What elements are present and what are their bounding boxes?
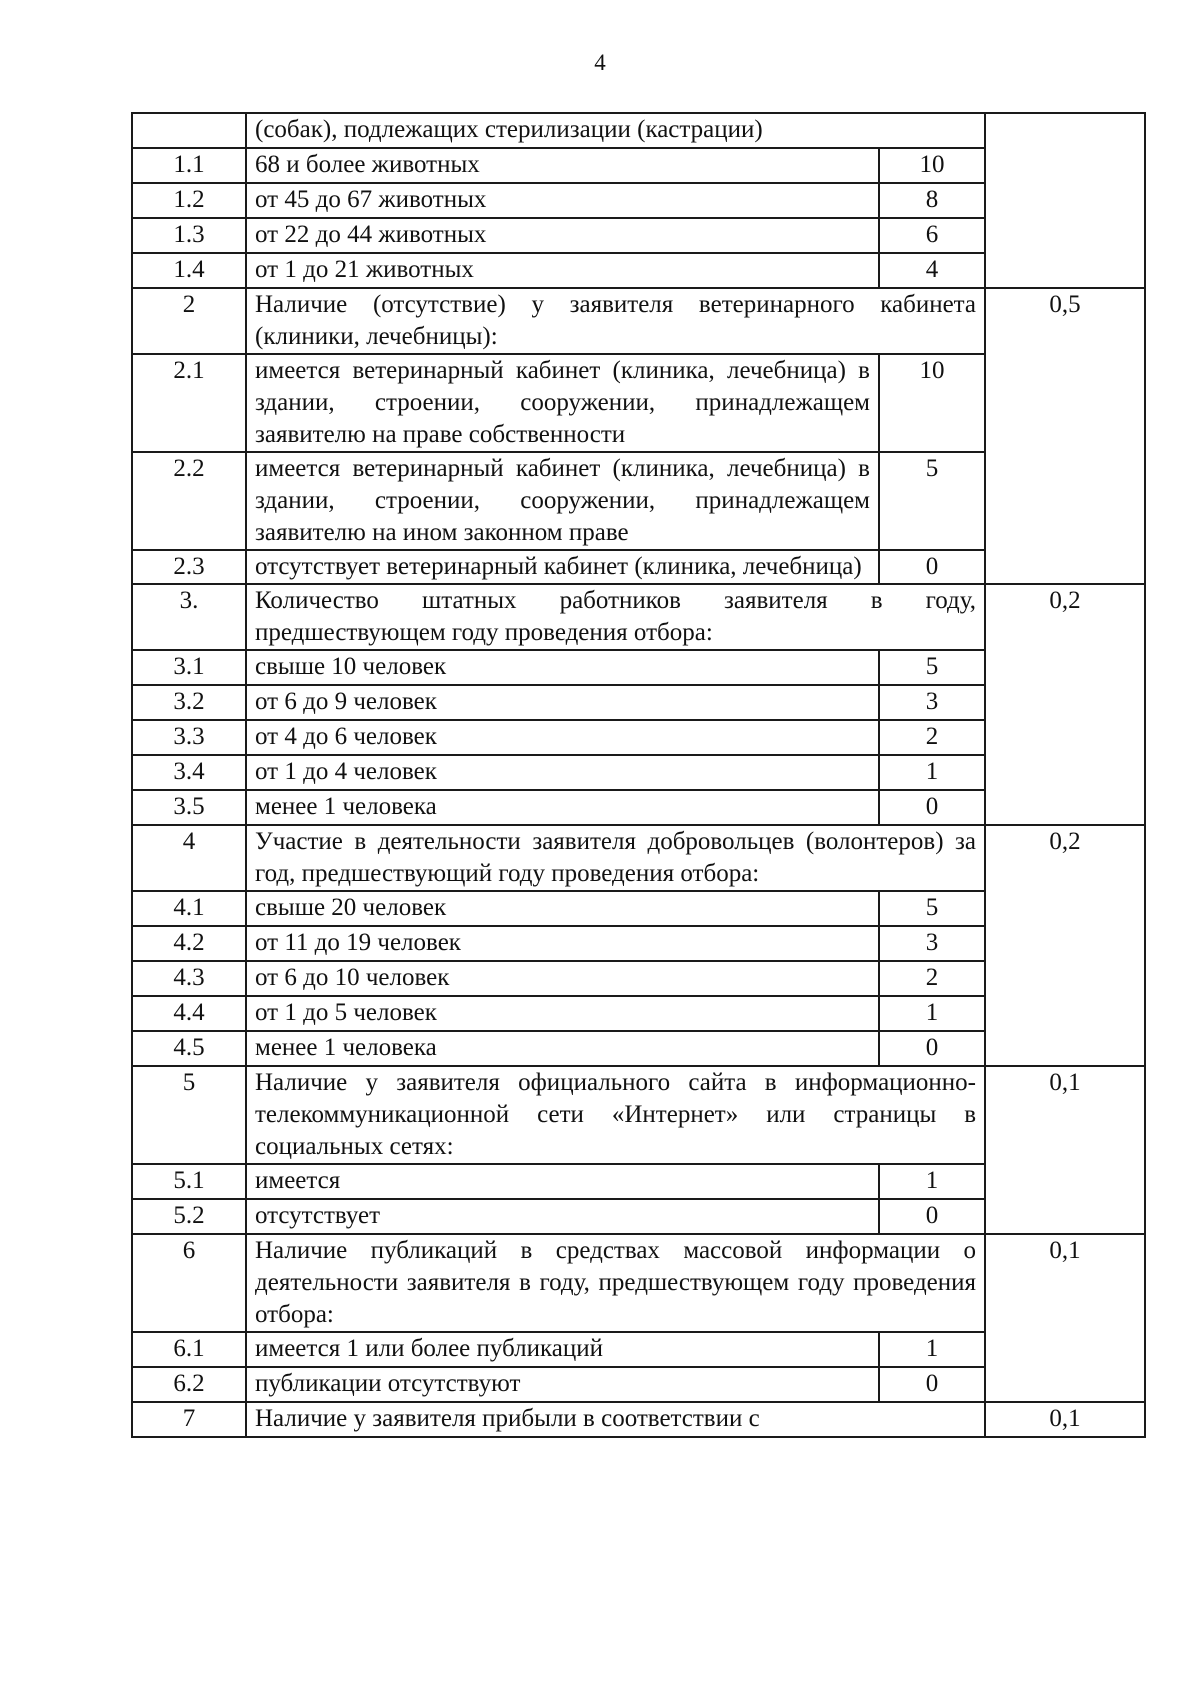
- row-number: 5.1: [132, 1164, 246, 1199]
- criterion-text: менее 1 человека: [246, 790, 879, 825]
- group-header-row: [132, 1402, 1145, 1437]
- criterion-text: от 22 до 44 животных: [246, 218, 879, 253]
- criterion-text: отсутствует: [246, 1199, 879, 1234]
- score-value: 10: [879, 148, 985, 183]
- row-number: 1.3: [132, 218, 246, 253]
- row-number: 6.2: [132, 1367, 246, 1402]
- criterion-text: от 6 до 9 человек: [246, 685, 879, 720]
- row-number: 2.3: [132, 550, 246, 584]
- criterion-text: свыше 20 человек: [246, 891, 879, 926]
- score-value: 10: [879, 354, 985, 452]
- criterion-text: имеется: [246, 1164, 879, 1199]
- score-value: 6: [879, 218, 985, 253]
- row-number: 3.4: [132, 755, 246, 790]
- criterion-heading: Наличие (отсутствие) у заявителя ветеринарного кабинета (клиники, лечебницы):: [246, 288, 985, 354]
- row-number: 3.3: [132, 720, 246, 755]
- table-row: [132, 113, 1145, 148]
- weight-value: 0,5: [985, 288, 1145, 584]
- criterion-heading: Наличие у заявителя прибыли в соответствии с: [246, 1402, 985, 1437]
- row-number: 2: [132, 288, 246, 354]
- criterion-text: (собак), подлежащих стерилизации (кастрации): [246, 113, 985, 148]
- criterion-text: отсутствует ветеринарный кабинет (клиника, лечебница): [246, 550, 879, 584]
- criterion-text: имеется 1 или более публикаций: [246, 1332, 879, 1367]
- score-value: 5: [879, 650, 985, 685]
- row-number: 1.1: [132, 148, 246, 183]
- row-number: 4: [132, 825, 246, 891]
- score-value: 1: [879, 1332, 985, 1367]
- score-value: 5: [879, 891, 985, 926]
- row-number: 4.4: [132, 996, 246, 1031]
- criterion-text: менее 1 человека: [246, 1031, 879, 1066]
- row-number: 7: [132, 1402, 246, 1437]
- criterion-text: от 1 до 5 человек: [246, 996, 879, 1031]
- criterion-text: 68 и более животных: [246, 148, 879, 183]
- row-number: 6.1: [132, 1332, 246, 1367]
- criterion-text: свыше 10 человек: [246, 650, 879, 685]
- group-header-row: [132, 1234, 1145, 1332]
- row-number: 4.3: [132, 961, 246, 996]
- score-value: 3: [879, 926, 985, 961]
- criterion-heading: Участие в деятельности заявителя добровольцев (волонтеров) за год, предшествующий году проведения отбора:: [246, 825, 985, 891]
- row-number: 3.1: [132, 650, 246, 685]
- score-value: 0: [879, 790, 985, 825]
- group-header-row: [132, 825, 1145, 891]
- score-value: 1: [879, 755, 985, 790]
- row-number: 3.5: [132, 790, 246, 825]
- criterion-text: от 4 до 6 человек: [246, 720, 879, 755]
- criterion-text: имеется ветеринарный кабинет (клиника, лечебница) в здании, строении, сооружении, принадлежащем заявителю на ином законном праве: [246, 452, 879, 550]
- score-value: 0: [879, 1199, 985, 1234]
- weight-value: 0,2: [985, 825, 1145, 1066]
- weight-value: 0,2: [985, 584, 1145, 825]
- score-value: 8: [879, 183, 985, 218]
- score-value: 2: [879, 961, 985, 996]
- row-number: 5: [132, 1066, 246, 1164]
- criteria-table: [131, 112, 1146, 1438]
- score-value: 1: [879, 996, 985, 1031]
- criterion-text: от 1 до 4 человек: [246, 755, 879, 790]
- score-value: 5: [879, 452, 985, 550]
- row-number: [132, 113, 246, 148]
- criterion-heading: Наличие у заявителя официального сайта в информационно-телекоммуникационной сети «Интернет» или страницы в социальных сетях:: [246, 1066, 985, 1164]
- criterion-text: от 1 до 21 животных: [246, 253, 879, 288]
- row-number: 4.1: [132, 891, 246, 926]
- score-value: 0: [879, 1367, 985, 1402]
- score-value: 0: [879, 1031, 985, 1066]
- score-value: 2: [879, 720, 985, 755]
- row-number: 2.2: [132, 452, 246, 550]
- page-number: 4: [594, 50, 606, 75]
- criterion-text: от 45 до 67 животных: [246, 183, 879, 218]
- weight-value: 0,1: [985, 1066, 1145, 1234]
- row-number: 4.2: [132, 926, 246, 961]
- weight-value: 0,1: [985, 1402, 1145, 1437]
- score-value: 3: [879, 685, 985, 720]
- score-value: 1: [879, 1164, 985, 1199]
- criterion-text: от 11 до 19 человек: [246, 926, 879, 961]
- criterion-text: публикации отсутствуют: [246, 1367, 879, 1402]
- criterion-heading: Количество штатных работников заявителя в году, предшествующем году проведения отбора:: [246, 584, 985, 650]
- criterion-text: имеется ветеринарный кабинет (клиника, лечебница) в здании, строении, сооружении, принадлежащем заявителю на праве собственности: [246, 354, 879, 452]
- row-number: 1.4: [132, 253, 246, 288]
- weight-value: 0,1: [985, 1234, 1145, 1402]
- group-header-row: [132, 1066, 1145, 1164]
- row-number: 3.: [132, 584, 246, 650]
- group-header-row: [132, 584, 1145, 650]
- criterion-heading: Наличие публикаций в средствах массовой информации о деятельности заявителя в году, предшествующем году проведения отбора:: [246, 1234, 985, 1332]
- group-header-row: [132, 288, 1145, 354]
- row-number: 5.2: [132, 1199, 246, 1234]
- row-number: 6: [132, 1234, 246, 1332]
- row-number: 4.5: [132, 1031, 246, 1066]
- row-number: 2.1: [132, 354, 246, 452]
- weight-cell-1: [985, 113, 1145, 288]
- row-number: 1.2: [132, 183, 246, 218]
- score-value: 4: [879, 253, 985, 288]
- criterion-text: от 6 до 10 человек: [246, 961, 879, 996]
- row-number: 3.2: [132, 685, 246, 720]
- score-value: 0: [879, 550, 985, 584]
